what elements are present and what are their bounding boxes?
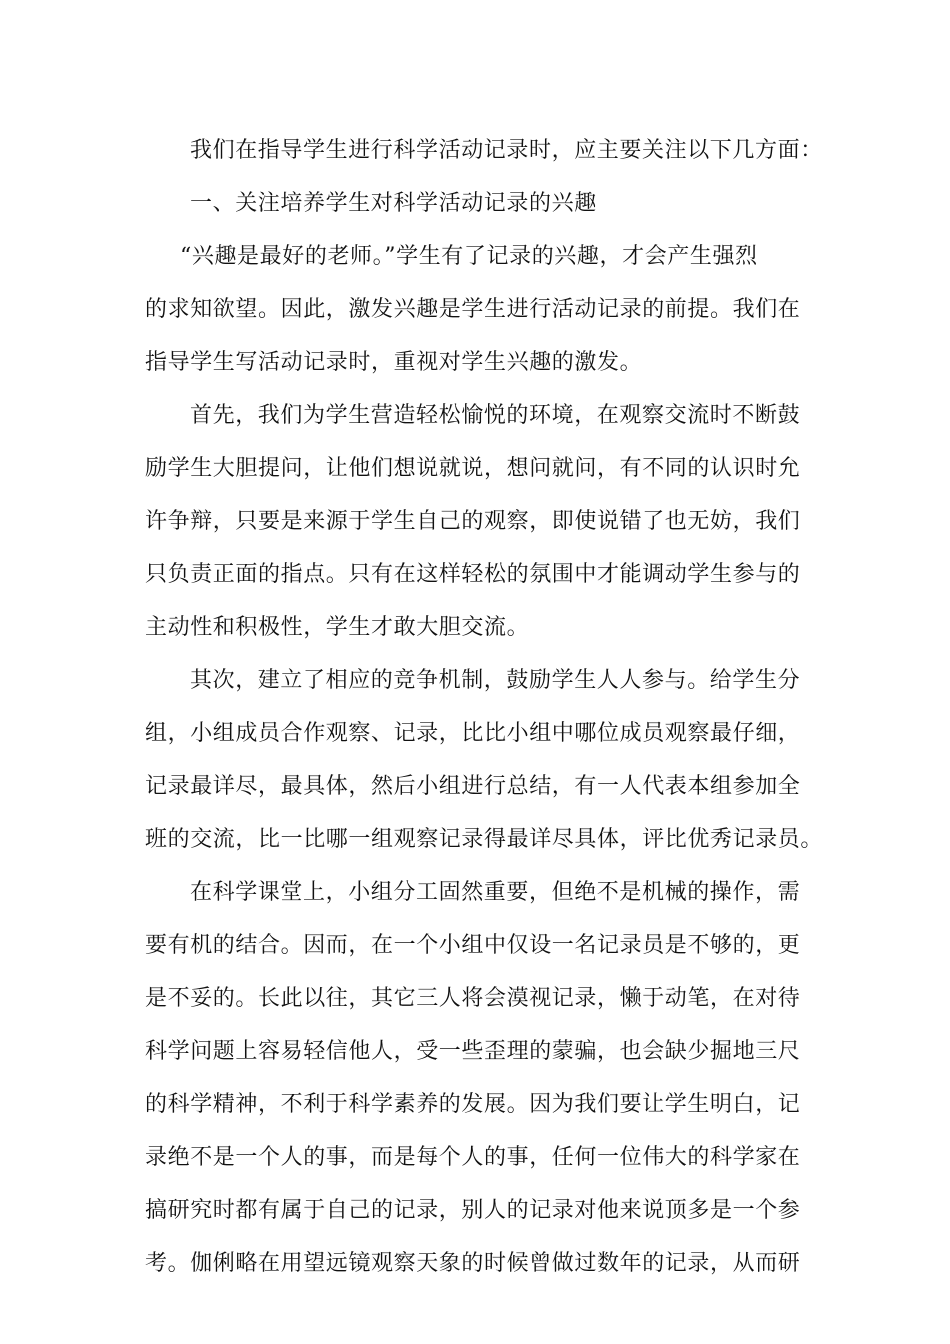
text-line: 是不妥的。长此以往，其它三人将会漠视记录，懒于动笔，在对待	[145, 986, 801, 1011]
text-line: 指导学生写活动记录时，重视对学生兴趣的激发。	[145, 350, 643, 375]
text-line: 搞研究时都有属于自己的记录，别人的记录对他来说顶多是一个参	[145, 1198, 801, 1223]
text-line: 的科学精神，不利于科学素养的发展。因为我们要让学生明白，记	[145, 1092, 801, 1117]
text-line: 只负责正面的指点。只有在这样轻松的氛围中才能调动学生参与的	[145, 562, 801, 587]
text-line: 其次，建立了相应的竞争机制，鼓励学生人人参与。给学生分	[190, 668, 801, 693]
text-line: 科学问题上容易轻信他人，受一些歪理的蒙骗，也会缺少掘地三尺	[145, 1039, 801, 1064]
text-line: 主动性和积极性，学生才敢大胆交流。	[145, 615, 530, 640]
text-line: 要有机的结合。因而，在一个小组中仅设一名记录员是不够的，更	[145, 933, 801, 958]
text-line: 记录最详尽，最具体，然后小组进行总结，有一人代表本组参加全	[145, 774, 801, 799]
text-line: 录绝不是一个人的事，而是每个人的事，任何一位伟大的科学家在	[145, 1145, 801, 1170]
text-line: 的求知欲望。因此，激发兴趣是学生进行活动记录的前提。我们在	[145, 297, 801, 322]
section-heading: 一、关注培养学生对科学活动记录的兴趣	[190, 191, 597, 216]
text-line: 组，小组成员合作观察、记录，比比小组中哪位成员观察最仔细，	[145, 721, 801, 746]
text-line: 班的交流，比一比哪一组观察记录得最详尽具体，评比优秀记录员。	[145, 827, 824, 852]
text-line: 首先，我们为学生营造轻松愉悦的环境，在观察交流时不断鼓	[190, 403, 801, 428]
text-line: 我们在指导学生进行科学活动记录时，应主要关注以下几方面：	[190, 138, 823, 163]
text-line: 励学生大胆提问，让他们想说就说，想问就问，有不同的认识时允	[145, 456, 801, 481]
text-line: 在科学课堂上，小组分工固然重要，但绝不是机械的操作，需	[190, 880, 801, 905]
text-line: 考。伽俐略在用望远镜观察天象的时候曾做过数年的记录，从而研	[145, 1251, 801, 1276]
text-line: “兴趣是最好的老师。”学生有了记录的兴趣，才会产生强烈	[180, 244, 758, 269]
text-line: 许争辩，只要是来源于学生自己的观察，即使说错了也无妨，我们	[145, 509, 801, 534]
